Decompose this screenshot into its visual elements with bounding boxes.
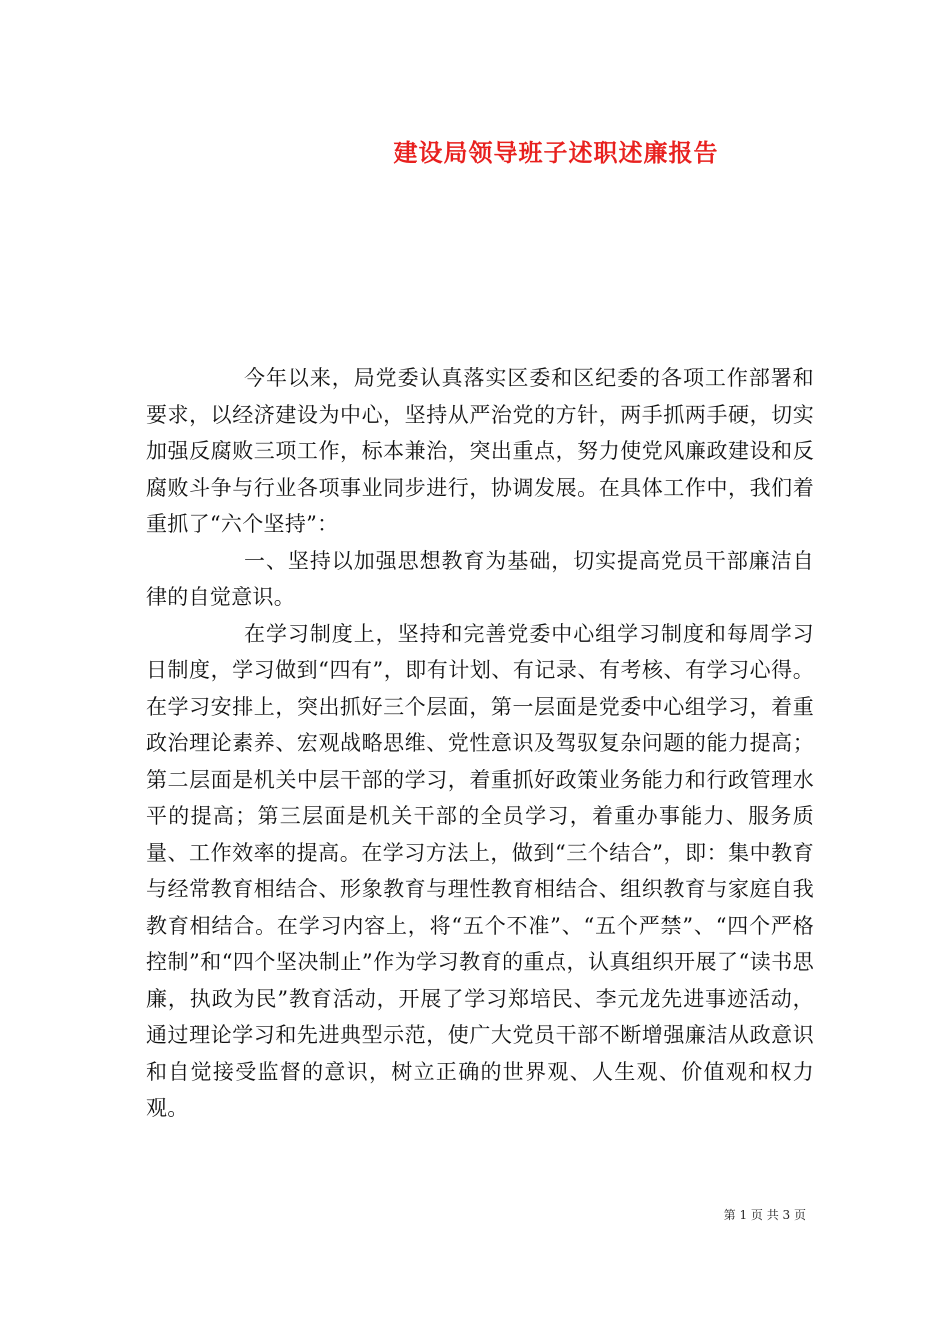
document-body xyxy=(146,360,814,1127)
paragraph-study-system: 在学习制度上，坚持和完善党委中心组学习制度和每周学习日制度，学习做到“四有”，即有计划、有记录、有考核、有学习心得。在学习安排上，突出抓好三个层面，第一层面是党委中心组学习，着重政治理论素养、宏观战略思维、党性意识及驾驭复杂问题的能力提高；第二层面是机关中层干部的学习，着重抓好政策业务能力和行政管理水平的提高；第三层面是机关干部的全员学习，着重办事能力、服务质量、工作效率的提高。在学习方法上，做到“三个结合”，即：集中教育与经常教育相结合、形象教育与理性教育相结合、组织教育与家庭自我教育相结合。在学习内容上，将“五个不准”、“五个严禁”、“四个严格控制”和“四个坚决制止”作为学习教育的重点，认真组织开展了“读书思廉，执政为民”教育活动，开展了学习郑培民、李元龙先进事迹活动，通过理论学习和先进典型示范，使广大党员干部不断增强廉洁从政意识和自觉接受监督的意识，树立正确的世界观、人生观、价值观和权力观。 xyxy=(146,621,814,1120)
page-number: 第 1 页 共 3 页 xyxy=(723,1208,806,1222)
document-title: 建设局领导班子述职述廉报告 xyxy=(393,138,719,167)
paragraph-section-heading: 一、坚持以加强思想教育为基础，切实提高党员干部廉洁自律的自觉意识。 xyxy=(146,548,814,609)
paragraph-intro: 今年以来，局党委认真落实区委和区纪委的各项工作部署和要求，以经济建设为中心，坚持从严治党的方针，两手抓两手硬，切实加强反腐败三项工作，标本兼治，突出重点，努力使党风廉政建设和反腐败斗争与行业各项事业同步进行，协调发展。在具体工作中，我们着重抓了“六个坚持”： xyxy=(146,366,814,536)
